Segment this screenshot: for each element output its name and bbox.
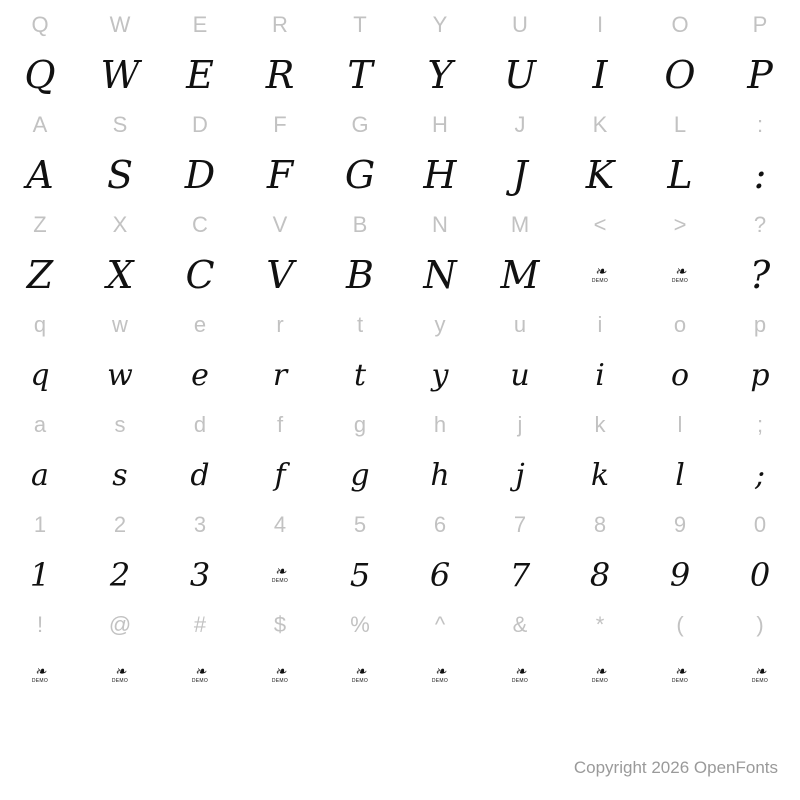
ornament-demo-label: DEMO (751, 678, 769, 685)
key-label: @ (108, 612, 132, 637)
glyph-sample (160, 350, 240, 400)
glyph-sample (160, 550, 240, 600)
glyph-sample (480, 50, 560, 100)
glyph-sample (0, 350, 80, 400)
glyph-sample (640, 150, 720, 200)
glyph-char: e (191, 357, 209, 393)
glyph-char: 1 (29, 556, 51, 594)
key-label: Q (31, 12, 49, 37)
glyph-sample (80, 250, 160, 300)
ornament-demo-label: DEMO (191, 678, 209, 685)
glyph-char: E (186, 53, 214, 97)
glyph-sample (80, 50, 160, 100)
glyph-sample (240, 350, 320, 400)
key-label: Y (432, 12, 448, 37)
key-label: y (434, 312, 446, 337)
glyph-char: u (510, 357, 530, 393)
glyph-sample (240, 250, 320, 300)
glyph-char: l (675, 457, 685, 493)
key-label: U (512, 12, 528, 37)
demo-ornament-icon (320, 650, 400, 700)
key-label: N (432, 212, 448, 237)
glyph-char: g (350, 457, 370, 493)
key-label: 4 (273, 512, 287, 537)
ornament-petals-icon: ❧ (354, 663, 366, 680)
ornament-petals-icon: ❧ (594, 663, 606, 680)
key-label: k (594, 412, 606, 437)
demo-ornament-icon (80, 650, 160, 700)
key-label: i (597, 312, 603, 337)
key-label: u (513, 312, 527, 337)
glyph-char: t (353, 357, 367, 393)
glyph-sample (0, 50, 80, 100)
key-label: : (756, 112, 764, 137)
glyph-char: h (430, 457, 450, 493)
glyph-sample (80, 150, 160, 200)
glyph-sample (560, 150, 640, 200)
glyph-sample (80, 450, 160, 500)
key-label: 1 (33, 512, 47, 537)
glyph-char: : (753, 153, 767, 197)
key-label: Z (33, 212, 47, 237)
demo-ornament-icon (560, 250, 640, 300)
key-label: H (432, 112, 448, 137)
ornament-demo-label: DEMO (111, 678, 129, 685)
glyph-char: X (106, 253, 134, 297)
glyph-sample (320, 350, 400, 400)
glyph-char: 2 (109, 556, 131, 594)
glyph-sample (0, 150, 80, 200)
glyph-char: C (185, 253, 215, 297)
demo-ornament-icon (560, 650, 640, 700)
demo-ornament-icon (160, 650, 240, 700)
demo-ornament-icon (400, 650, 480, 700)
glyph-sample (0, 250, 80, 300)
ornament-demo-label: DEMO (671, 678, 689, 685)
glyph-char: d (190, 457, 210, 493)
glyph-sample (80, 350, 160, 400)
glyph-sample (160, 150, 240, 200)
glyph-sample (0, 550, 80, 600)
glyph-sample (400, 250, 480, 300)
glyph-char: I (592, 53, 608, 97)
glyph-sample (400, 350, 480, 400)
key-label: G (351, 112, 369, 137)
glyph-char: L (667, 153, 693, 197)
glyph-sample (400, 450, 480, 500)
glyph-char: Q (24, 53, 56, 97)
ornament-petals-icon: ❧ (34, 663, 46, 680)
glyph-char: Y (427, 53, 453, 97)
glyph-sample (160, 50, 240, 100)
copyright-notice: Copyright 2026 OpenFonts (573, 758, 778, 777)
key-label: # (193, 612, 207, 637)
ornament-petals-icon: ❧ (114, 663, 126, 680)
glyph-char: 9 (669, 556, 691, 594)
key-label: % (350, 612, 370, 637)
key-label: > (673, 212, 687, 237)
key-label: F (273, 112, 287, 137)
glyph-char: K (585, 153, 615, 197)
key-label: ; (756, 412, 764, 437)
ornament-petals-icon: ❧ (674, 663, 686, 680)
glyph-sample (720, 350, 800, 400)
glyph-char: j (515, 457, 525, 493)
glyph-char: U (503, 53, 537, 97)
glyph-char: G (344, 153, 376, 197)
glyph-char: 7 (509, 556, 531, 594)
glyph-char: 0 (749, 556, 771, 594)
key-label: w (112, 312, 128, 337)
key-label: ! (36, 612, 44, 637)
key-label: O (671, 12, 689, 37)
glyph-char: p (750, 357, 770, 393)
glyph-char: 8 (589, 556, 611, 594)
key-label: 0 (753, 512, 767, 537)
glyph-char: k (590, 457, 610, 493)
key-label: R (272, 12, 288, 37)
glyph-char: S (106, 153, 134, 197)
glyph-sample (160, 250, 240, 300)
glyph-char: T (347, 53, 373, 97)
glyph-sample (160, 450, 240, 500)
key-label: 3 (193, 512, 207, 537)
glyph-char: ? (749, 253, 771, 297)
glyph-sample (320, 50, 400, 100)
key-label: E (192, 12, 208, 37)
glyph-sample (480, 550, 560, 600)
glyph-sample (560, 50, 640, 100)
glyph-sample (720, 50, 800, 100)
key-label: d (193, 412, 207, 437)
ornament-petals-icon: ❧ (274, 563, 286, 580)
glyph-char: a (31, 457, 49, 493)
ornament-demo-label: DEMO (431, 678, 449, 685)
glyph-char: 5 (349, 556, 371, 594)
key-label: ^ (434, 612, 446, 637)
key-label: C (192, 212, 208, 237)
glyph-sample (240, 50, 320, 100)
glyph-char: P (747, 53, 773, 97)
glyph-char: N (423, 253, 457, 297)
glyph-char: F (266, 153, 294, 197)
glyph-char: r (272, 357, 288, 393)
glyph-char: Z (26, 253, 54, 297)
key-label: r (276, 312, 284, 337)
key-label: o (673, 312, 687, 337)
glyph-char: ; (754, 457, 766, 493)
key-label: f (276, 412, 284, 437)
ornament-demo-label: DEMO (591, 278, 609, 285)
glyph-char: q (30, 357, 50, 393)
key-label: A (32, 112, 48, 137)
glyph-sample (0, 450, 80, 500)
glyph-char: i (595, 357, 605, 393)
glyph-sample (400, 50, 480, 100)
ornament-demo-label: DEMO (511, 678, 529, 685)
glyph-sample (720, 150, 800, 200)
glyph-sample (480, 350, 560, 400)
ornament-demo-label: DEMO (671, 278, 689, 285)
glyph-char: 6 (429, 556, 451, 594)
glyph-char: J (512, 153, 528, 197)
glyph-char: w (107, 357, 133, 393)
key-label: W (109, 12, 131, 37)
glyph-sample (320, 150, 400, 200)
key-label: 6 (433, 512, 447, 537)
glyph-sample (240, 150, 320, 200)
glyph-sample (560, 450, 640, 500)
glyph-sample (320, 450, 400, 500)
key-label: X (112, 212, 128, 237)
ornament-demo-label: DEMO (271, 578, 289, 585)
glyph-sample (400, 150, 480, 200)
ornament-demo-label: DEMO (271, 678, 289, 685)
glyph-sample (720, 250, 800, 300)
key-label: 2 (113, 512, 127, 537)
ornament-petals-icon: ❧ (514, 663, 526, 680)
glyph-sample (560, 550, 640, 600)
key-label: $ (273, 612, 287, 637)
glyph-sample (240, 450, 320, 500)
key-label: < (593, 212, 607, 237)
glyph-sample (480, 250, 560, 300)
glyph-char: O (664, 53, 696, 97)
key-label: ) (756, 612, 764, 637)
glyph-char: R (265, 53, 295, 97)
key-label: P (752, 12, 768, 37)
key-label: t (356, 312, 364, 337)
glyph-char: s (112, 457, 128, 493)
glyph-char: A (26, 153, 54, 197)
demo-ornament-icon (480, 650, 560, 700)
key-label: l (677, 412, 683, 437)
demo-ornament-icon (240, 650, 320, 700)
glyph-char: H (423, 153, 457, 197)
key-label: K (592, 112, 608, 137)
key-label: p (753, 312, 767, 337)
key-label: L (673, 112, 687, 137)
ornament-petals-icon: ❧ (274, 663, 286, 680)
glyph-sample (640, 350, 720, 400)
key-label: B (352, 212, 368, 237)
glyph-sample (320, 250, 400, 300)
ornament-petals-icon: ❧ (594, 263, 606, 280)
key-label: 7 (513, 512, 527, 537)
glyph-char: D (184, 153, 216, 197)
glyph-sample (640, 550, 720, 600)
ornament-demo-label: DEMO (591, 678, 609, 685)
glyph-sample (560, 350, 640, 400)
key-label: & (512, 612, 528, 637)
glyph-sample (320, 550, 400, 600)
key-label: g (353, 412, 367, 437)
key-label: V (272, 212, 288, 237)
ornament-petals-icon: ❧ (434, 663, 446, 680)
glyph-char: 3 (189, 556, 211, 594)
glyph-char: f (274, 457, 286, 493)
key-label: h (433, 412, 447, 437)
demo-ornament-icon (640, 250, 720, 300)
demo-ornament-icon (720, 650, 800, 700)
key-label: I (596, 12, 604, 37)
ornament-petals-icon: ❧ (754, 663, 766, 680)
glyph-char: o (670, 357, 690, 393)
ornament-demo-label: DEMO (31, 678, 49, 685)
ornament-petals-icon: ❧ (194, 663, 206, 680)
glyph-sample (480, 450, 560, 500)
glyph-sample (80, 550, 160, 600)
demo-ornament-icon (0, 650, 80, 700)
glyph-sample (640, 450, 720, 500)
key-label: a (33, 412, 47, 437)
glyph-char: B (346, 253, 374, 297)
ornament-demo-label: DEMO (351, 678, 369, 685)
key-label: M (510, 212, 530, 237)
key-label: ( (676, 612, 684, 637)
glyph-sample (720, 550, 800, 600)
key-label: q (33, 312, 47, 337)
ornament-petals-icon: ❧ (674, 263, 686, 280)
glyph-sample (720, 450, 800, 500)
demo-ornament-icon (640, 650, 720, 700)
glyph-sample (480, 150, 560, 200)
key-label: ? (753, 212, 767, 237)
key-label: * (595, 612, 605, 637)
key-label: J (514, 112, 526, 137)
glyph-char: M (500, 253, 540, 297)
key-label: D (192, 112, 208, 137)
key-label: 8 (593, 512, 607, 537)
key-label: 5 (353, 512, 367, 537)
glyph-sample (400, 550, 480, 600)
key-label: T (353, 12, 367, 37)
key-label: s (114, 412, 126, 437)
glyph-sample (640, 50, 720, 100)
key-label: S (112, 112, 128, 137)
demo-ornament-icon (240, 550, 320, 600)
key-label: 9 (673, 512, 687, 537)
glyph-char: V (266, 253, 294, 297)
glyph-char: y (431, 357, 449, 393)
key-label: j (517, 412, 523, 437)
glyph-char: W (100, 53, 140, 97)
key-label: e (193, 312, 207, 337)
